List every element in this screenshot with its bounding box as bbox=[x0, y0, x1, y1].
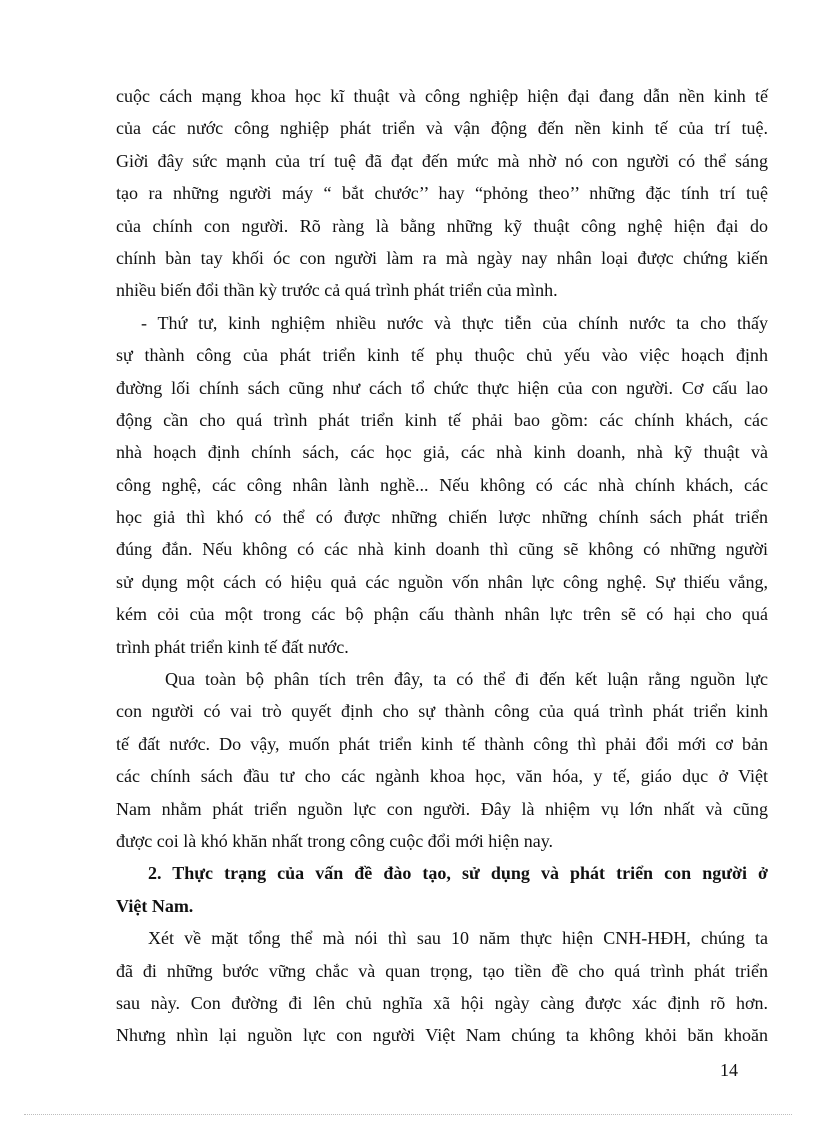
body-text bbox=[116, 80, 768, 1052]
text-line: Nhưng nhìn lại nguồn lực con người Việt Nam chúng ta không khỏi băn khoăn bbox=[116, 1025, 768, 1046]
text-line: Qua toàn bộ phân tích trên đây, ta có thể đi đến kết luận rằng nguồn lực bbox=[165, 669, 768, 690]
text-line: sử dụng một cách có hiệu quả các nguồn vốn nhân lực công nghệ. Sự thiếu vắng, bbox=[116, 571, 768, 592]
text-line: nhiều biến đổi thần kỳ trước cả quá trình phát triển của mình. bbox=[116, 280, 558, 301]
text-line: cuộc cách mạng khoa học kĩ thuật và công nghiệp hiện đại đang dẫn nền kinh tế bbox=[116, 86, 768, 106]
text-line: của chính con người. Rõ ràng là bằng những kỹ thuật công nghệ hiện đại do bbox=[116, 215, 768, 236]
text-line: con người có vai trò quyết định cho sự thành công của quá trình phát triển kinh bbox=[116, 701, 768, 722]
text-line: sự thành công của phát triển kinh tế phụ thuộc chủ yếu vào việc hoạch định bbox=[116, 345, 768, 366]
text-line: nhà hoạch định chính sách, các học giả, các nhà kinh doanh, nhà kỹ thuật và bbox=[116, 442, 768, 463]
text-line: động cần cho quá trình phát triển kinh tế phải bao gồm: các chính khách, các bbox=[116, 409, 768, 430]
text-line: kém cỏi của một trong các bộ phận cấu thành nhân lực trên sẽ có hại cho quá bbox=[116, 604, 768, 625]
text-line: tế đất nước. Do vậy, muốn phát triển kinh tế thành công thì phải đổi mới cơ bản bbox=[116, 733, 768, 754]
page-number: 14 bbox=[720, 1060, 738, 1080]
text-line: tạo ra những người máy “ bắt chước’’ hay “phỏng theo’’ những đặc tính trí tuệ bbox=[116, 183, 768, 204]
text-line: - Thứ tư, kinh nghiệm nhiều nước và thực tiễn của chính nước ta cho thấy bbox=[141, 312, 768, 333]
text-line: học giả thì khó có thể có được những chiến lược những chính sách phát triển bbox=[116, 507, 768, 528]
text-line: Xét về mặt tổng thể mà nói thì sau 10 năm thực hiện CNH-HĐH, chúng ta bbox=[148, 928, 768, 949]
text-line: trình phát triển kinh tế đất nước. bbox=[116, 636, 349, 657]
section-heading: Việt Nam. bbox=[116, 895, 194, 916]
text-line: đúng đắn. Nếu không có các nhà kinh doanh thì cũng sẽ không có những người bbox=[116, 539, 768, 560]
text-line: đường lối chính sách cũng như cách tổ chức thực hiện của con người. Cơ cấu lao bbox=[116, 377, 768, 398]
section-heading: 2. Thực trạng của vấn đề đào tạo, sử dụng và phát triển con người ở bbox=[148, 863, 768, 884]
page-bottom-divider bbox=[24, 1114, 792, 1115]
text-line: sau này. Con đường đi lên chủ nghĩa xã hội ngày càng được xác định rõ hơn. bbox=[116, 992, 768, 1013]
text-line: đã đi những bước vững chắc và quan trọng, tạo tiền đề cho quá trình phát triển bbox=[116, 960, 768, 981]
text-line: chính bàn tay khối óc con người làm ra mà ngày nay nhân loại được chứng kiến bbox=[116, 247, 768, 268]
text-line: Giời đây sức mạnh của trí tuệ đã đạt đến mức mà nhờ nó con người có thể sáng bbox=[116, 150, 768, 171]
text-line: Nam nhằm phát triển nguồn lực con người. Đây là nhiệm vụ lớn nhất và cũng bbox=[116, 798, 768, 819]
text-line: của các nước công nghiệp phát triển và vận động đến nền kinh tế của trí tuệ. bbox=[116, 118, 768, 139]
text-line: được coi là khó khăn nhất trong công cuộc đổi mới hiện nay. bbox=[116, 830, 554, 851]
text-line: công nghệ, các công nhân lành nghề... Nếu không có các nhà chính khách, các bbox=[116, 474, 768, 495]
text-line: các chính sách đầu tư cho các ngành khoa học, văn hóa, y tế, giáo dục ở Việt bbox=[116, 766, 768, 787]
